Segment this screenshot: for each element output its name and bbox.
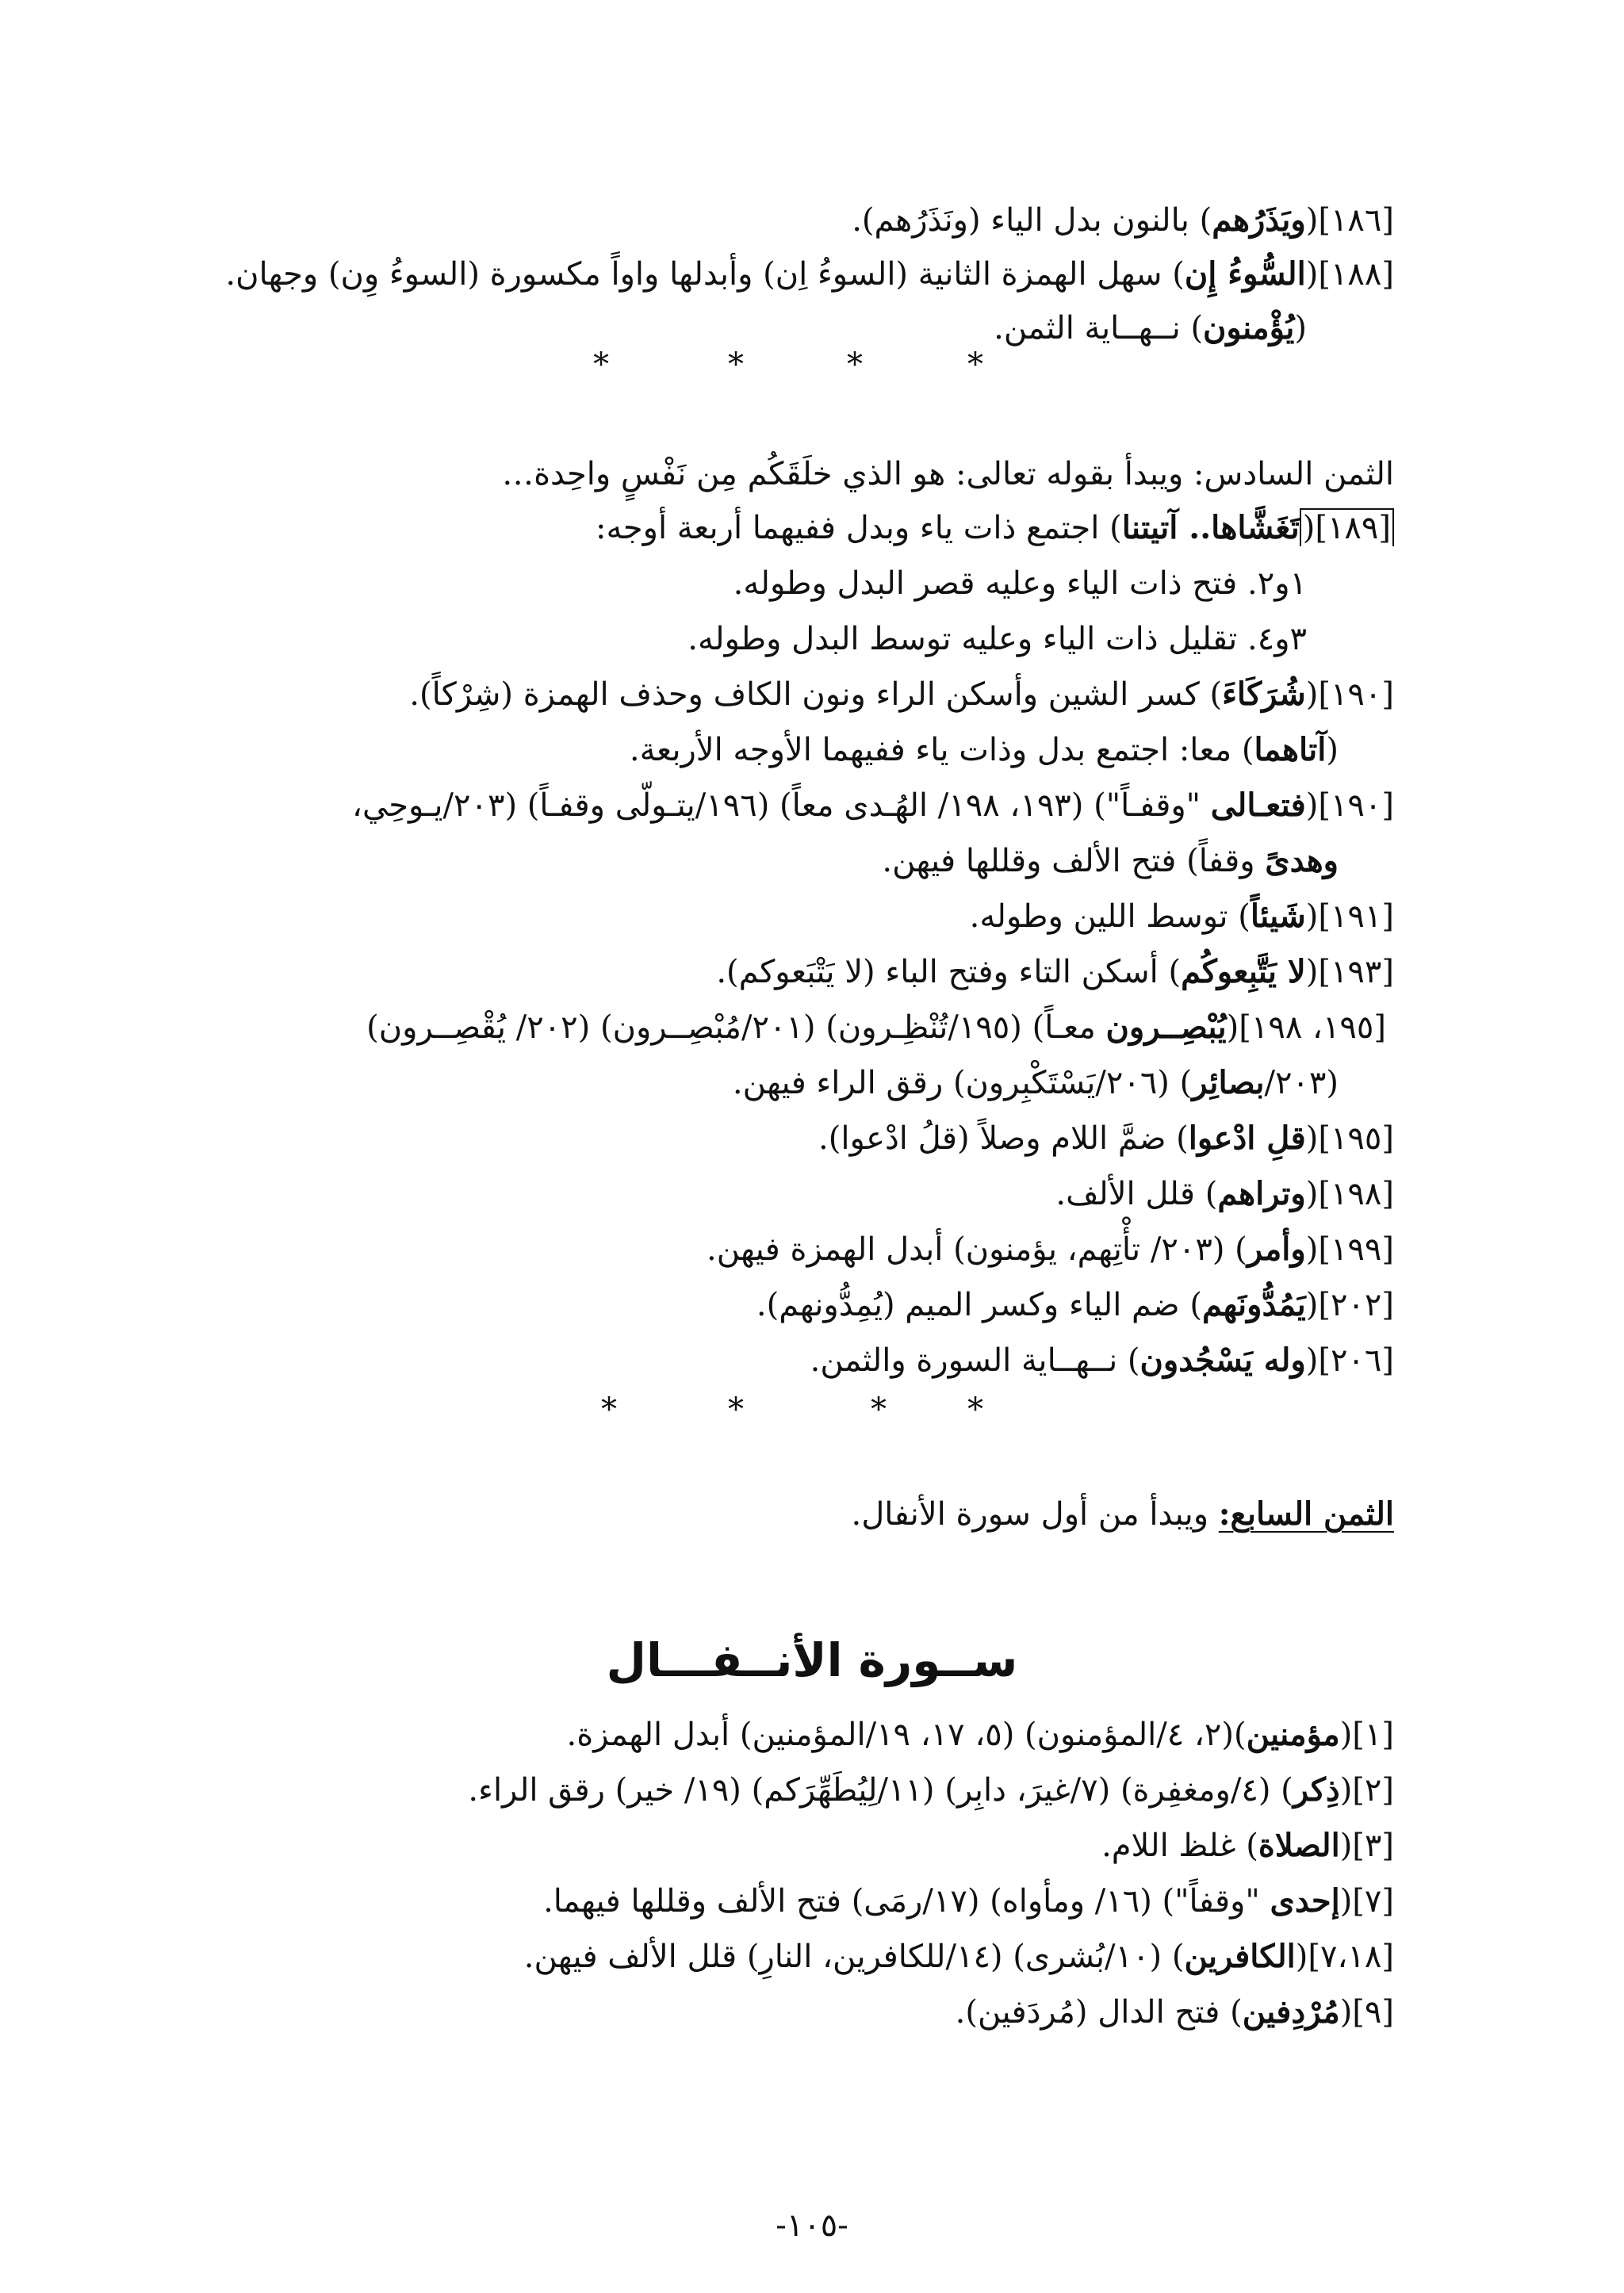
text-line: ٣و٤. تقليل ذات الياء وعليه توسط البدل وطوله. [688, 621, 1307, 657]
text-line: [١٨٨](السُّوءُ إِن) سهل الهمزة الثانية (السوءُ اِن) وأبدلها واواً مكسورة (السوءُ وِن) وجهان. [225, 255, 1394, 293]
text-line: [١٩٠](شُرَكَاءَ) كسر الشين وأسكن الراء ونون الكاف وحذف الهمزة (شِرْكاً). [409, 676, 1394, 713]
text-line: وهدىً وقفاً) فتح الألف وقللها فيهن. [882, 842, 1339, 879]
text-line: [٧](إحدى "وقفاً") (١٦/ ومأواه) (١٧/رمَى) فتح الألف وقللها فيهما. [543, 1882, 1394, 1920]
text-line: [٣](الصلاة) غلظ اللام. [1101, 1827, 1394, 1864]
text-line: [١٩٨](وتراهم) قلل الألف. [1055, 1175, 1394, 1212]
text-line: [٧،١٨](الكافرين) (١٠/بُشرى) (١٤/للكافرين، النارِ) قلل الألف فيهن. [523, 1938, 1394, 1975]
text-line: (آتاهما) معا: اجتمع بدل وذات ياء ففيهما الأوجه الأربعة. [629, 731, 1339, 768]
page-number: -١٠٥- [776, 2207, 848, 2244]
text-line: [١٩٥](قلِ ادْعوا) ضمَّ اللام وصلاً (قلُ ادْعوا). [818, 1120, 1394, 1157]
text-line: [١٨٦](ويَذَرُهم) بالنون بدل الياء (ونَذَرُهم). [852, 201, 1394, 239]
text-line: [٩](مُرْدِفين) فتح الدال (مُردَفين). [955, 1993, 1394, 2031]
section-heading-seventh: الثمن السابع: ويبدأ من أول سورة الأنفال. [851, 1495, 1394, 1533]
text-line: [١٩٠](فتعـالى "وقفـاً") (١٩٣، ١٩٨/ الهُـدى معاً) (١٩٦/يتـولّى وقفـاً) (٢٠٣/يـوحِي، [352, 787, 1394, 824]
section-heading-sixth: الثمن السادس: ويبدأ بقوله تعالى: هو الذي خلَقَكُم مِن نَفْسٍ واحِدة… [502, 456, 1394, 492]
text-line: [١٨٩](تَغَشَّاها.. آتيتنا) اجتمع ذات ياء وبدل ففيهما أربعة أوجه: [205, 506, 1394, 550]
text-line: [٢٠٦](وله يَسْجُدون) نــهــاية السورة والثمن. [810, 1342, 1394, 1379]
section-separator: * * * * [593, 346, 983, 383]
text-line: ١و٢. فتح ذات الياء وعليه قصر البدل وطوله. [733, 565, 1307, 602]
text-line: [٢](ذِكر) (٤/ومغفِرة) (٧/غيرَ، دابِر) (١١/لِيُطَهِّرَكم) (١٩/ خير) رقق الراء. [468, 1771, 1394, 1809]
text-line: [١٩٣](لا يَتَّبِعوكُم) أسكن التاء وفتح الباء (لا يَتْبَعوكم). [716, 953, 1394, 990]
text-line: (٢٠٣/بصائِر) (٢٠٦/يَسْتَكْبِرون) رقق الراء فيهن. [732, 1064, 1339, 1101]
text-line: [١٩٥، ١٩٨](يُبْصِــرون معـاً) (١٩٥/تُنْظِـرون) (٢٠١/مُبْصِــرون) (٢٠٢/ يُقْصِــرون) [366, 1009, 1386, 1046]
section-separator: * * * * [601, 1391, 983, 1428]
text-line: [٢٠٢](يَمُدُّونَهم) ضم الياء وكسر الميم (يُمِدُّونهم). [756, 1286, 1394, 1323]
text-line: [١](مؤمنين)(٢، ٤/المؤمنون) (٥، ١٧، ١٩/المؤمنين) أبدل الهمزة. [566, 1716, 1394, 1753]
text-line: (يُؤْمنون) نــهــاية الثمن. [994, 309, 1307, 346]
text-line: [١٩١](شَيئاً) توسط اللين وطوله. [969, 898, 1394, 935]
sura-title: ســورة الأنــفـــال [606, 1633, 1018, 1687]
text-line: [١٩٩](وأمر) (٢٠٣/ تأْتِهم، يؤمنون) أبدل الهمزة فيهن. [706, 1231, 1394, 1268]
